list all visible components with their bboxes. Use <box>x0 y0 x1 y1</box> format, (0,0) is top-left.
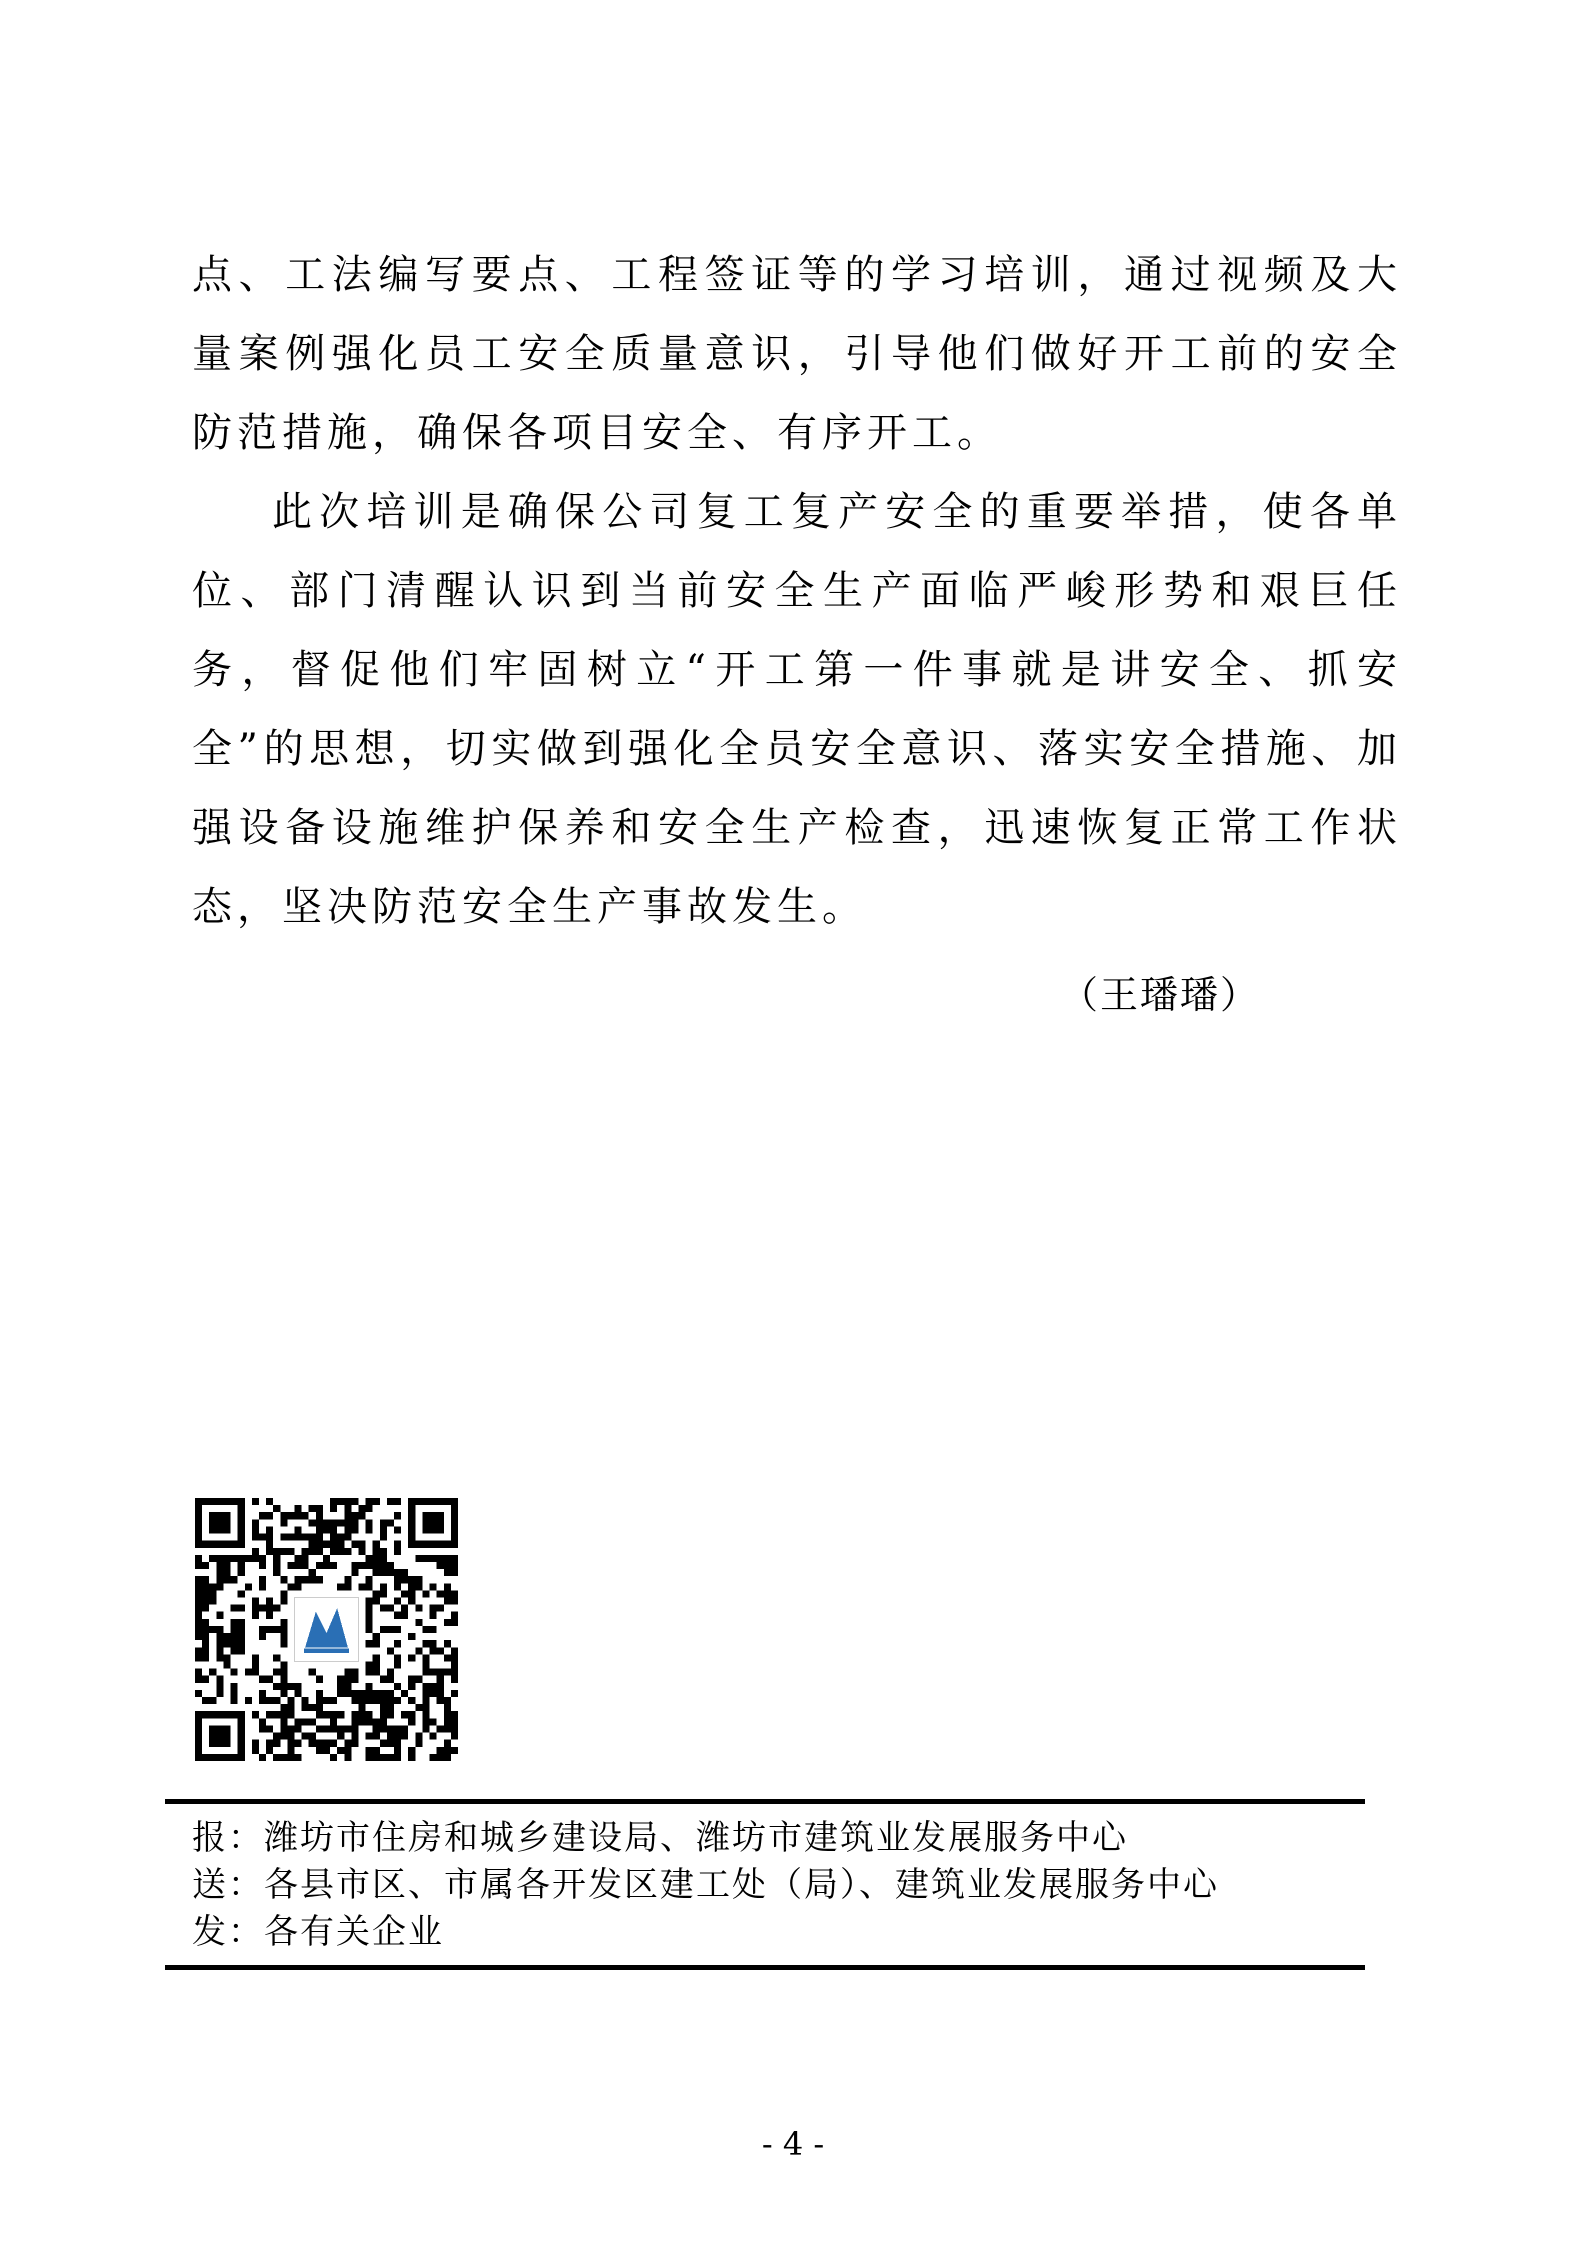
article-body <box>192 236 1402 947</box>
distribution-issue-to: 发：各有关企业 <box>192 1912 444 1952</box>
divider-bottom <box>165 1965 1365 1970</box>
paragraph-summary: 此次培训是确保公司复工复产安全的重要举措，使各单位、部门清醒认识到当前安全生产面临严峻形势和艰巨任务，督促他们牢固树立“开工第一件事就是讲安全、抓安全”的思想，切实做到强化全员安全意识、落实安全措施、加强设备设施维护保养和安全生产检查，迅速恢复正常工作状态，坚决防范安全生产事故发生。 <box>192 489 1402 930</box>
page-number: - 4 - <box>761 2125 825 2163</box>
author-signature: （王璠璠） <box>1060 973 1261 1017</box>
distribution-send-to: 送：各县市区、市属各开发区建工处（局）、建筑业发展服务中心 <box>192 1865 1219 1905</box>
paragraph-continuation: 点、工法编写要点、工程签证等的学习培训，通过视频及大量案例强化员工安全质量意识，引导他们做好开工前的安全防范措施，确保各项目安全、有序开工。 <box>192 252 1402 456</box>
qr-code-icon <box>195 1498 458 1761</box>
divider-top <box>165 1799 1365 1804</box>
distribution-report-to: 报：潍坊市住房和城乡建设局、潍坊市建筑业发展服务中心 <box>192 1818 1128 1858</box>
